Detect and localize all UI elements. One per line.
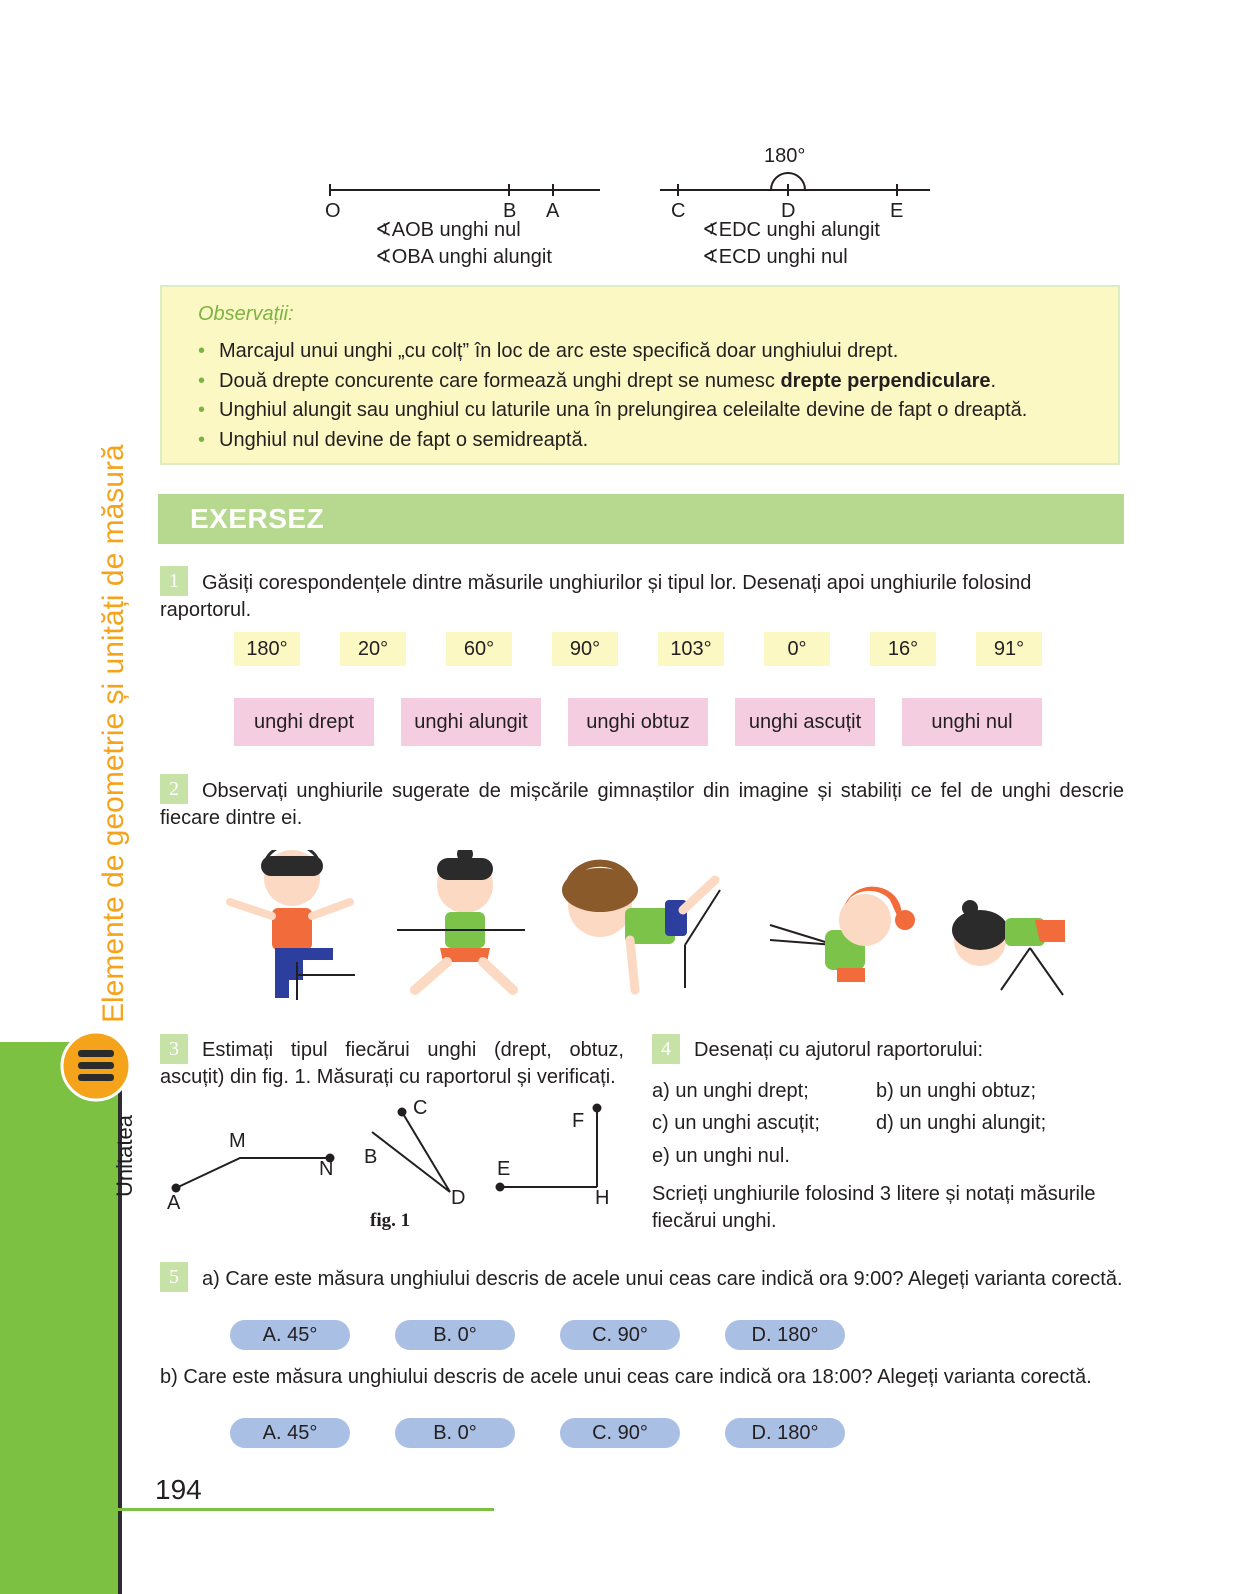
footer-line <box>118 1508 494 1511</box>
measure-box: 20° <box>340 632 406 666</box>
chapter-title: Elemente de geometrie și unități de măsură <box>97 444 130 1023</box>
ex4-item-d: d) un unghi alungit; <box>876 1112 1047 1134</box>
caption-ecd: ∢ECD unghi nul <box>702 246 848 268</box>
caption-aob: ∢AOB unghi nul <box>375 219 521 241</box>
angle-type-box: unghi obtuz <box>568 698 708 746</box>
angle-type-box: unghi drept <box>234 698 374 746</box>
segment-figure-left <box>320 175 610 205</box>
option-b-button[interactable]: B. 0° <box>395 1418 515 1448</box>
measure-box: 60° <box>446 632 512 666</box>
exercise-number-5: 5 <box>160 1262 188 1292</box>
fig-label-h: H <box>595 1187 610 1209</box>
point-label-c: C <box>671 200 686 222</box>
exercise-number-2: 2 <box>160 774 188 804</box>
observation-item: • Marcajul unui unghi „cu colț” în loc de arc este specifică doar unghiului drept. <box>198 340 899 362</box>
point-label-e: E <box>890 200 904 222</box>
option-b-button[interactable]: B. 0° <box>395 1320 515 1350</box>
observation-item: • Unghiul nul devine de fapt o semidreaptă. <box>198 428 589 451</box>
ex4-item-e: e) un unghi nul. <box>652 1145 790 1167</box>
option-d-button[interactable]: D. 180° <box>725 1418 845 1448</box>
menu-icon[interactable] <box>60 1030 132 1102</box>
angle-type-box: unghi alungit <box>401 698 541 746</box>
observations-title: Observații: <box>198 303 294 325</box>
fig-label-f: F <box>572 1110 585 1132</box>
fig-label-b: B <box>364 1146 378 1168</box>
gymnasts-illustration <box>225 850 1105 1010</box>
section-banner <box>158 494 1124 544</box>
measure-box: 180° <box>234 632 300 666</box>
exercise-number-1: 1 <box>160 566 188 596</box>
angle-type-box: unghi ascuțit <box>735 698 875 746</box>
option-a-button[interactable]: A. 45° <box>230 1418 350 1448</box>
fig-label-d: D <box>451 1187 466 1209</box>
exercise-number-3: 3 <box>160 1034 188 1064</box>
angle-type-box: unghi nul <box>902 698 1042 746</box>
exercise-3-text: Estimați tipul fiecărui unghi (drept, obtuz, ascuțit) din fig. 1. Măsurați cu raportorul și verificați. <box>160 1039 624 1088</box>
measure-box: 90° <box>552 632 618 666</box>
point-label-b: B <box>503 200 517 222</box>
option-d-button[interactable]: D. 180° <box>725 1320 845 1350</box>
gymnast-1 <box>230 850 355 1000</box>
observations-box <box>160 285 1120 465</box>
ex4-item-a: a) un unghi drept; <box>652 1080 809 1102</box>
measure-box: 103° <box>658 632 724 666</box>
measure-box: 91° <box>976 632 1042 666</box>
exercise-2-text: Observați unghiurile sugerate de mișcările gimnaștilor din imagine și stabiliți ce fel de unghi descrie fiecare dintre ei. <box>160 780 1124 829</box>
option-c-button[interactable]: C. 90° <box>560 1418 680 1448</box>
option-c-button[interactable]: C. 90° <box>560 1320 680 1350</box>
observation-item: • Unghiul alungit sau unghiul cu laturile una în prelungirea celeilalte devine de fapt o dreaptă. <box>198 399 1028 421</box>
option-a-button[interactable]: A. 45° <box>230 1320 350 1350</box>
exercise-1-text: Găsiți corespondențele dintre măsurile unghiurilor și tipul lor. Desenați apoi unghiurile folosind raportorul. <box>160 572 1032 621</box>
fig-label-n: N <box>319 1158 334 1180</box>
gymnast-5 <box>952 900 1065 995</box>
ex4-note: Scrieți unghiurile folosind 3 litere și notați măsurile fiecărui unghi. <box>652 1183 1096 1232</box>
measure-box: 0° <box>764 632 830 666</box>
point-label-o: O <box>325 200 341 222</box>
page-number: 194 <box>155 1474 202 1505</box>
caption-edc: ∢EDC unghi alungit <box>702 219 880 241</box>
figure-caption: fig. 1 <box>370 1210 411 1231</box>
gymnast-3 <box>562 860 720 990</box>
fig-label-m: M <box>229 1130 246 1152</box>
caption-oba: ∢OBA unghi alungit <box>375 246 552 268</box>
exercise-number-4: 4 <box>652 1034 680 1064</box>
fig-label-e: E <box>497 1158 511 1180</box>
unit-label: Unitatea <box>112 1115 137 1197</box>
ex4-item-c: c) un unghi ascuțit; <box>652 1112 820 1134</box>
gymnast-4 <box>770 887 915 982</box>
point-label-d: D <box>781 200 796 222</box>
exercise-5b-text: b) Care este măsura unghiului descris de acele unui ceas care indică ora 18:00? Alegeți varianta corectă. <box>160 1366 1092 1388</box>
exercise-5a-text: a) Care este măsura unghiului descris de acele unui ceas care indică ora 9:00? Alegeți varianta corectă. <box>202 1268 1123 1290</box>
fig-label-c: C <box>413 1097 428 1119</box>
measure-box: 16° <box>870 632 936 666</box>
angle-label-180: 180° <box>764 145 806 167</box>
ex4-item-b: b) un unghi obtuz; <box>876 1080 1037 1102</box>
bold-term: drepte perpendiculare <box>780 369 991 392</box>
point-label-a: A <box>546 200 560 222</box>
figure-1-angles <box>160 1100 620 1210</box>
observation-item: • Două drepte concurente care formează unghi drept se numesc drepte perpendiculare. <box>198 369 997 392</box>
section-title: EXERSEZ <box>190 503 325 534</box>
gymnast-2 <box>397 850 525 990</box>
sidebar-strip <box>0 1042 118 1594</box>
fig-label-a: A <box>167 1192 181 1214</box>
observations-list <box>198 337 1027 455</box>
exercise-4-text: Desenați cu ajutorul raportorului: <box>694 1039 984 1061</box>
